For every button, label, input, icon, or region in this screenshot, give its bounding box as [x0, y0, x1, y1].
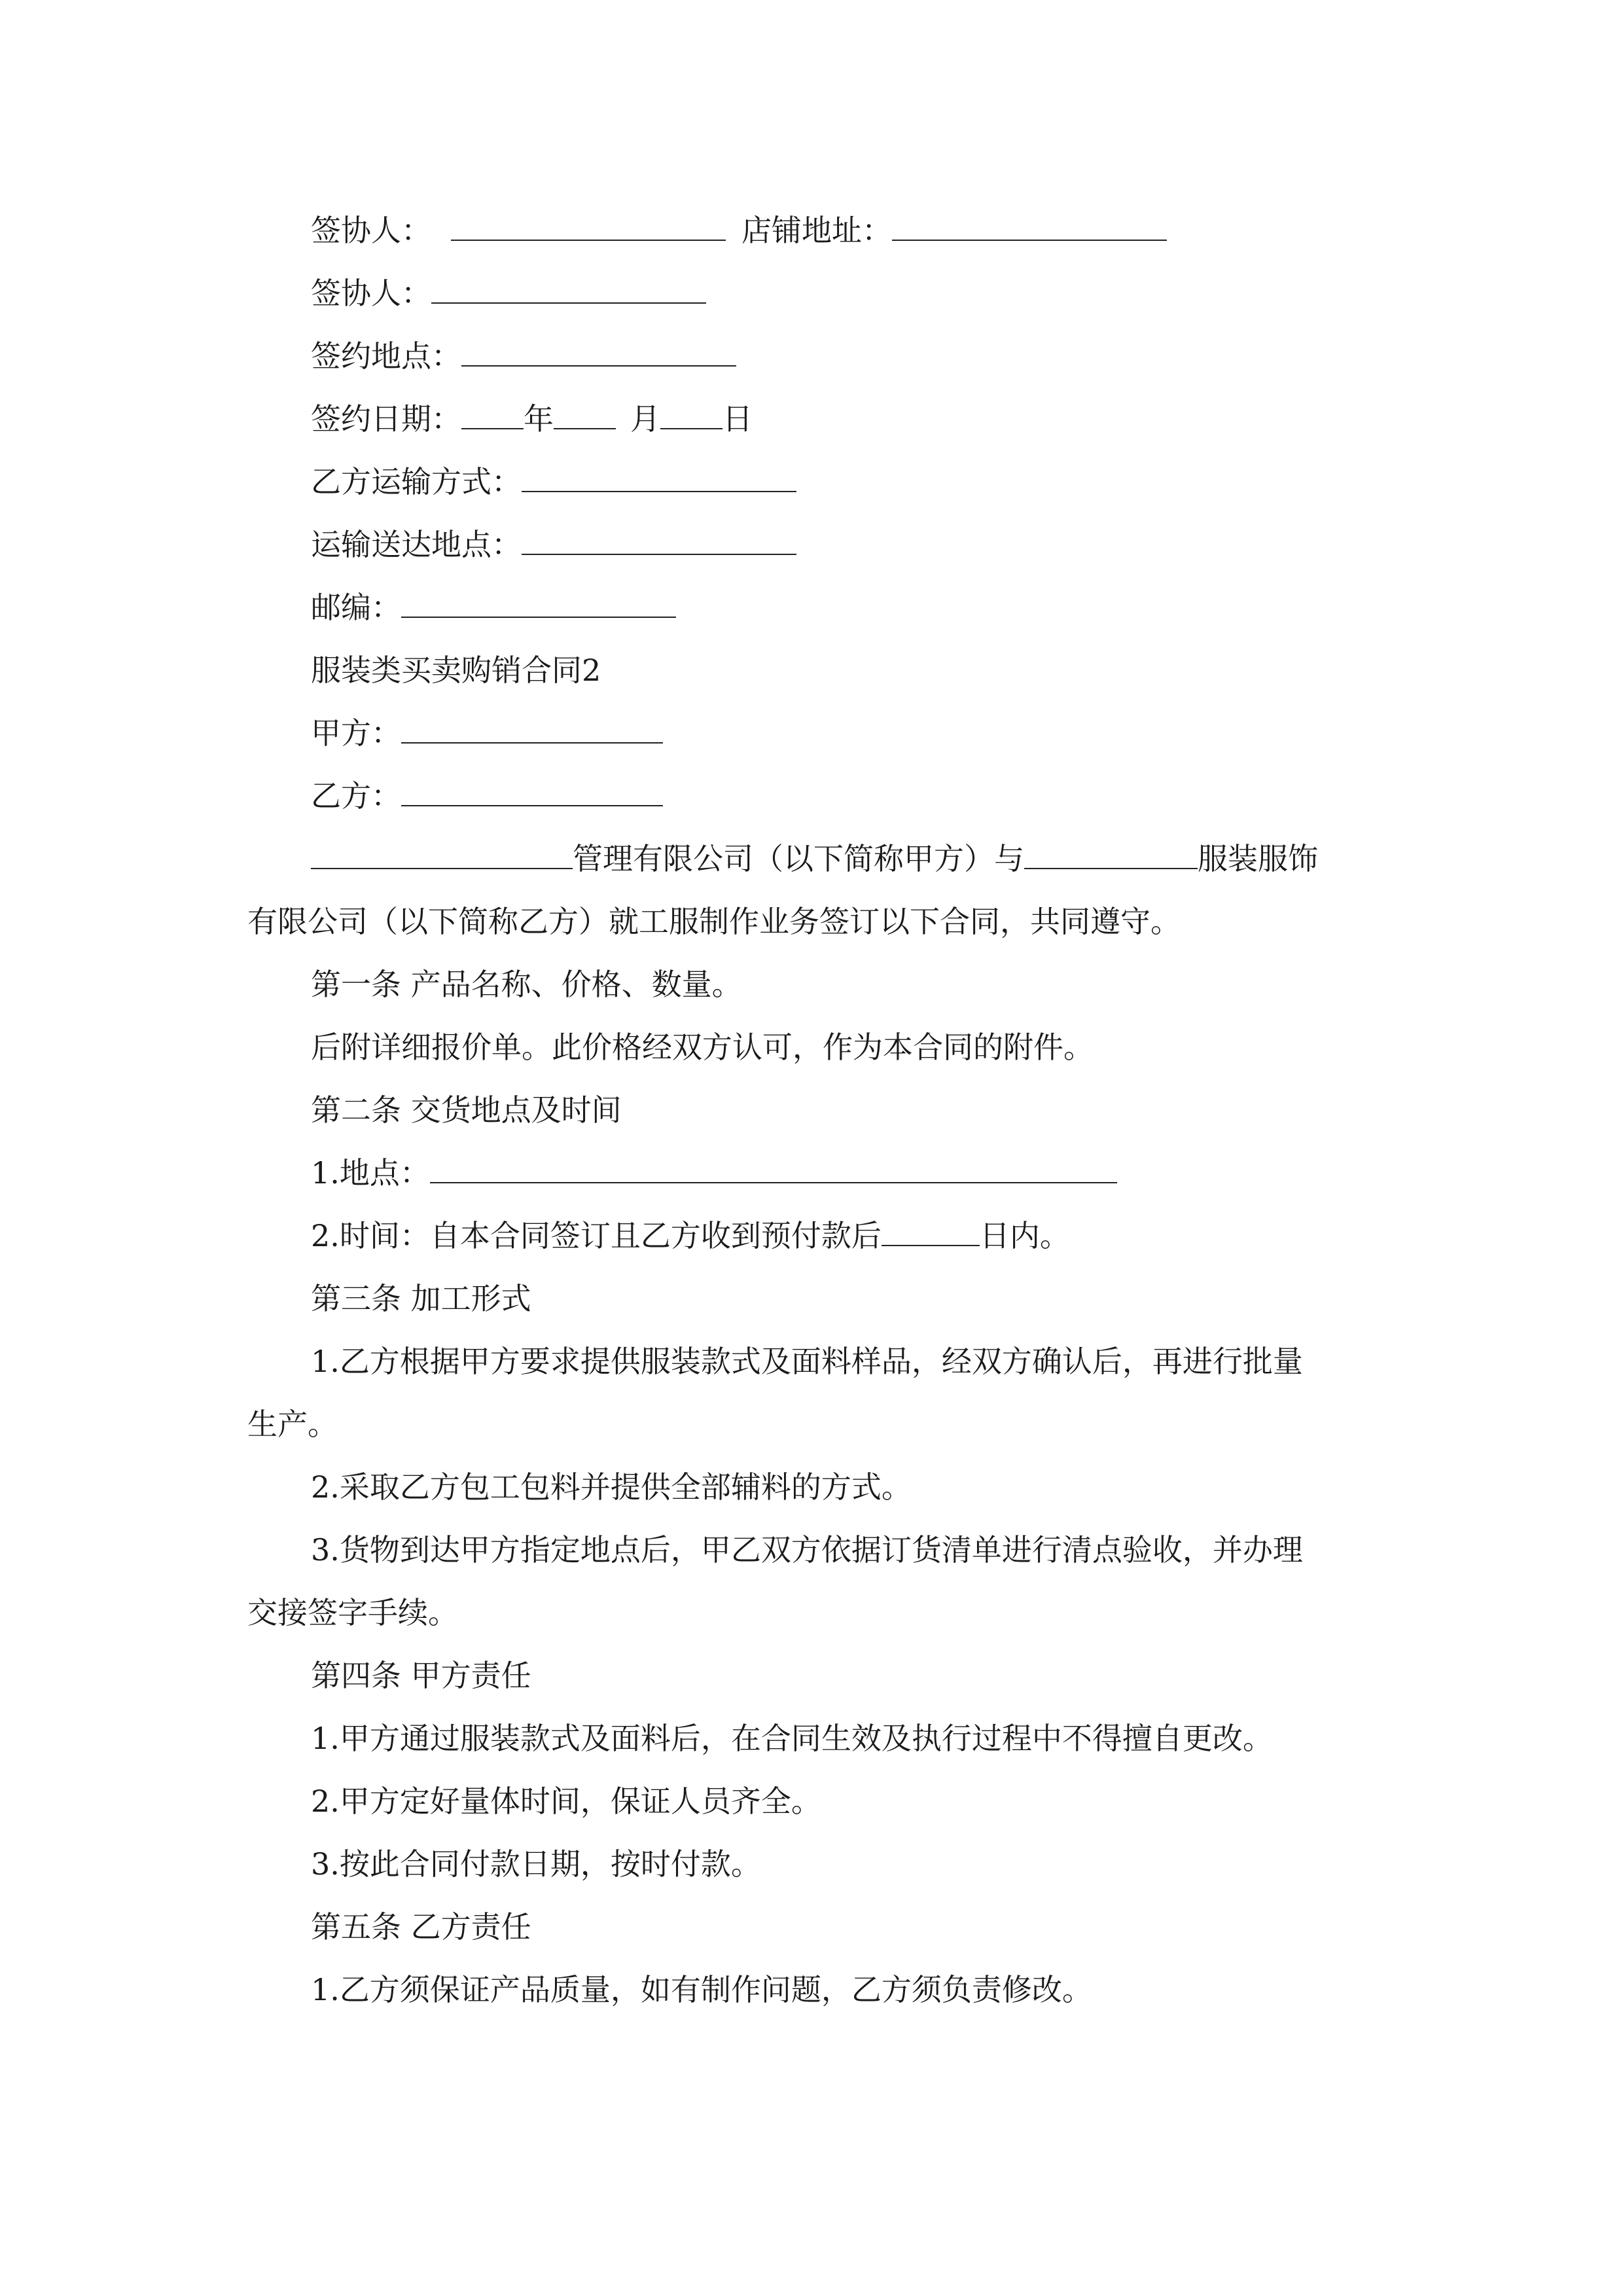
intro-line-1 — [311, 839, 1318, 878]
article4-item1: 1.甲方通过服装款式及面料后，在合同生效及执行过程中不得擅自更改。 — [311, 1721, 1273, 1756]
article3-item3-line1: 3.货物到达甲方指定地点后，甲乙双方依据订货清单进行清点验收，并办理 — [311, 1532, 1303, 1568]
transport-method-row — [311, 462, 796, 501]
sign-date-row — [311, 399, 753, 439]
signer-blank[interactable] — [451, 213, 726, 241]
intro-line-2: 有限公司（以下简称乙方）就工服制作业务签订以下合同，共同遵守。 — [247, 904, 1181, 939]
postcode-row — [311, 588, 676, 627]
article3-item3-line2: 交接签字手续。 — [247, 1595, 458, 1630]
store-address-label: 店铺地址： — [741, 213, 892, 248]
company-a-blank[interactable] — [311, 842, 573, 869]
signer-label: 签协人： — [311, 213, 431, 248]
signer2-row — [311, 274, 706, 313]
article4-title: 第四条 甲方责任 — [311, 1658, 531, 1693]
store-address-blank[interactable] — [892, 213, 1167, 241]
party-b-label: 乙方： — [311, 778, 401, 814]
sign-date-label: 签约日期： — [311, 401, 461, 437]
article3-item2: 2.采取乙方包工包料并提供全部辅料的方式。 — [311, 1469, 912, 1505]
article5-item1: 1.乙方须保证产品质量，如有制作问题，乙方须负责修改。 — [311, 1972, 1092, 2007]
article2-item1-label: 1.地点： — [311, 1155, 430, 1191]
delivery-days-blank[interactable] — [882, 1219, 980, 1246]
article4-item2: 2.甲方定好量体时间，保证人员齐全。 — [311, 1784, 821, 1819]
sign-place-blank[interactable] — [461, 339, 736, 367]
transport-method-blank[interactable] — [522, 465, 796, 492]
company-b-blank[interactable] — [1024, 842, 1198, 869]
delivery-location-blank[interactable] — [430, 1156, 1117, 1183]
article1-title: 第一条 产品名称、价格、数量。 — [311, 967, 742, 1002]
postcode-blank[interactable] — [401, 590, 676, 618]
delivery-place-blank[interactable] — [522, 528, 796, 555]
signer-store-row — [311, 211, 1167, 250]
article3-item1-line1: 1.乙方根据甲方要求提供服装款式及面料样品，经双方确认后，再进行批量 — [311, 1344, 1303, 1379]
sign-place-row — [311, 336, 736, 376]
delivery-place-row — [311, 525, 796, 564]
day-label: 日 — [722, 401, 753, 437]
year-label: 年 — [524, 401, 554, 437]
article4-item3: 3.按此合同付款日期，按时付款。 — [311, 1846, 761, 1882]
day-blank[interactable] — [660, 402, 722, 429]
article2-item2-part2: 日内。 — [979, 1218, 1070, 1253]
party-b-row — [311, 776, 663, 816]
article2-item2-part1: 2.时间：自本合同签订且乙方收到预付款后 — [311, 1218, 882, 1253]
party-a-label: 甲方： — [311, 715, 401, 751]
delivery-place-label: 运输送达地点： — [311, 527, 522, 562]
party-a-row — [311, 713, 663, 753]
intro-part1: 管理有限公司（以下简称甲方）与 — [573, 841, 1024, 876]
article2-item1 — [311, 1153, 1117, 1193]
article3-title: 第三条 加工形式 — [311, 1281, 531, 1316]
transport-method-label: 乙方运输方式： — [311, 464, 522, 499]
month-label: 月 — [630, 401, 660, 437]
party-a-blank[interactable] — [401, 716, 663, 744]
article1-text: 后附详细报价单。此价格经双方认可，作为本合同的附件。 — [311, 1030, 1094, 1065]
article5-title: 第五条 乙方责任 — [311, 1909, 531, 1945]
intro-part2: 服装服饰 — [1198, 841, 1318, 876]
article2-item2 — [311, 1216, 1070, 1255]
signer2-label: 签协人： — [311, 276, 431, 311]
month-blank[interactable] — [554, 402, 616, 429]
year-blank[interactable] — [461, 402, 524, 429]
article3-item1-line2: 生产。 — [247, 1407, 338, 1442]
postcode-label: 邮编： — [311, 590, 401, 625]
sign-place-label: 签约地点： — [311, 338, 461, 374]
article2-title: 第二条 交货地点及时间 — [311, 1092, 622, 1128]
signer2-blank[interactable] — [431, 276, 706, 304]
contract-title: 服装类买卖购销合同2 — [311, 653, 601, 688]
party-b-blank[interactable] — [401, 779, 663, 806]
